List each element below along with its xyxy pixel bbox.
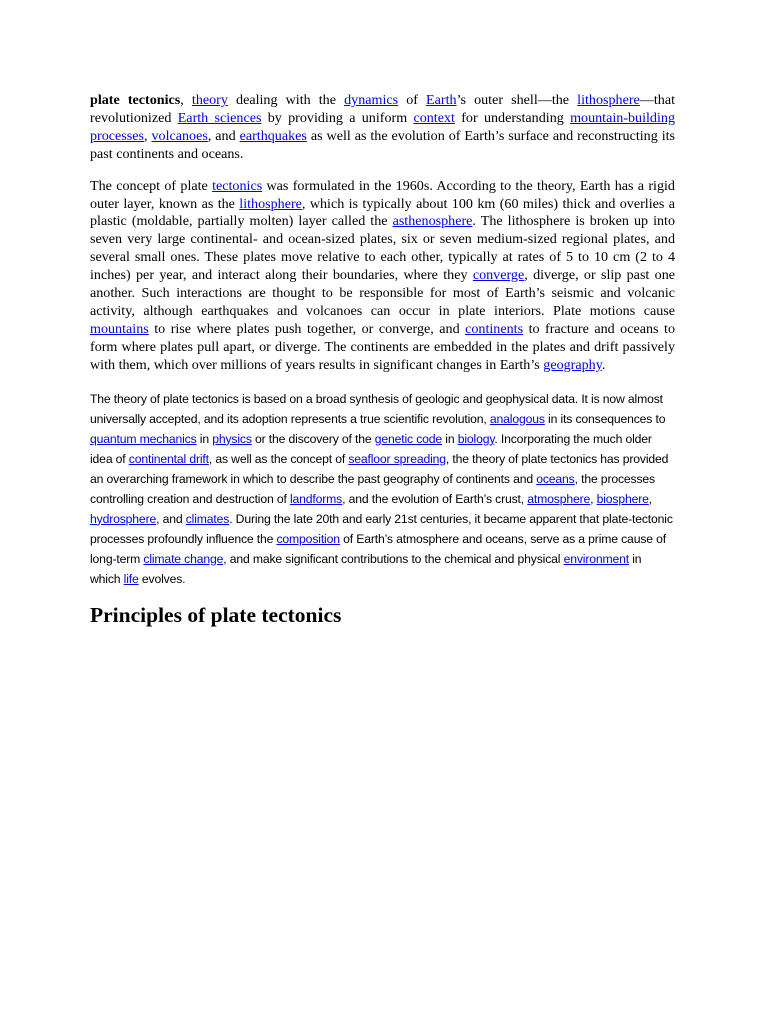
text-run: , and the evolution of Earth’s crust, xyxy=(342,491,528,506)
inline-link-biosphere[interactable]: biosphere xyxy=(596,491,649,506)
text-run: , xyxy=(180,92,192,108)
bold-term: plate tectonics xyxy=(90,92,181,108)
inline-link-continental-drift[interactable]: continental drift xyxy=(128,451,209,466)
text-run: , and make significant contributions to the chemical and physical xyxy=(223,551,564,566)
inline-link-tectonics[interactable]: tectonics xyxy=(212,177,263,194)
text-run: as well as the evolution of Earth’s surface and reconstructing its past continents and oceans. xyxy=(90,127,676,162)
text-run: ’s outer shell—the xyxy=(456,92,578,108)
inline-link-mountains[interactable]: mountains xyxy=(90,320,149,337)
inline-link-climate-change[interactable]: climate change xyxy=(143,551,224,566)
text-run: . xyxy=(601,356,606,373)
inline-link-oceans[interactable]: oceans xyxy=(536,471,575,486)
inline-link-quantum-mechanics[interactable]: quantum mechanics xyxy=(90,431,197,446)
inline-link-earth-sciences[interactable]: Earth sciences xyxy=(177,109,262,126)
text-run: was formulated in the 1960s. According to the theory, Earth has a rigid outer layer, known as the xyxy=(90,177,675,212)
inline-link-environment[interactable]: environment xyxy=(563,551,630,566)
text-run: in xyxy=(196,431,213,446)
text-run: , and xyxy=(207,127,240,144)
inline-link-earthquakes[interactable]: earthquakes xyxy=(239,127,307,144)
text-run: of xyxy=(398,92,427,108)
text-run: in xyxy=(442,431,458,446)
text-run: in its consequences to xyxy=(544,411,666,426)
intro-paragraph xyxy=(90,92,675,164)
text-run: , as well as the concept of xyxy=(208,451,349,466)
inline-link-composition[interactable]: composition xyxy=(276,531,340,546)
text-run: . Incorporating the much older idea of xyxy=(90,431,652,466)
inline-link-seafloor-spreading[interactable]: seafloor spreading xyxy=(348,451,446,466)
text-run: , diverge, or slip past one another. Such interactions are thought to be responsible for most of Earth’s seismic and volcanic activity, although earthquakes and volcanoes can occur in plate interiors. Plate motions cause xyxy=(90,267,676,319)
inline-link-genetic-code[interactable]: genetic code xyxy=(374,431,443,446)
text-run: evolves. xyxy=(138,571,186,586)
text-run: to rise where plates push together, or converge, and xyxy=(148,320,466,337)
text-run: , and xyxy=(156,511,186,526)
text-run: of Earth’s atmosphere and oceans, serve as a prime cause of long-term xyxy=(90,531,666,566)
text-run: to fracture and oceans to form where plates pull apart, or diverge. The continents are embedded in the plates and drift passively with them, which over millions of years results in significant changes in Earth’s xyxy=(90,320,675,373)
inline-link-landforms[interactable]: landforms xyxy=(289,491,343,506)
text-run: dealing with the xyxy=(227,92,345,108)
text-run: , the processes controlling creation and destruction of xyxy=(90,471,656,506)
text-run: —that revolutionized xyxy=(90,92,676,126)
theory-paragraph xyxy=(90,389,675,589)
inline-link-atmosphere[interactable]: atmosphere xyxy=(527,491,591,506)
inline-link-lithosphere[interactable]: lithosphere xyxy=(239,195,302,212)
document-body xyxy=(90,92,675,628)
text-run: The concept of plate xyxy=(90,177,213,194)
text-run: , xyxy=(144,127,152,144)
text-run: or the discovery of the xyxy=(251,431,375,446)
text-run: . During the late 20th and early 21st centuries, it became apparent that plate-tectonic processes profoundly influence the xyxy=(90,511,673,546)
inline-link-converge[interactable]: converge xyxy=(472,267,525,284)
inline-link-continents[interactable]: continents xyxy=(465,320,524,337)
inline-link-mountain-building-processes[interactable]: mountain-building processes xyxy=(90,109,675,144)
inline-link-climates[interactable]: climates xyxy=(185,511,230,526)
text-run: , which is typically about 100 km (60 miles) thick and overlies a plastic (moldable, partially molten) layer called the xyxy=(90,195,675,230)
concept-paragraph xyxy=(90,178,675,375)
text-run: by providing a uniform xyxy=(261,109,414,126)
inline-link-volcanoes[interactable]: volcanoes xyxy=(151,127,208,144)
text-run: , the theory of plate tectonics has provided an overarching framework in which to describe the past geography of continents and xyxy=(90,451,669,486)
text-run: for understanding xyxy=(454,109,571,126)
text-run: , xyxy=(590,491,597,506)
inline-link-analogous[interactable]: analogous xyxy=(489,411,545,426)
inline-link-earth[interactable]: Earth xyxy=(426,92,457,108)
inline-link-life[interactable]: life xyxy=(123,571,139,586)
inline-link-dynamics[interactable]: dynamics xyxy=(344,92,399,108)
inline-link-asthenosphere[interactable]: asthenosphere xyxy=(392,213,473,230)
section-heading: Principles of plate tectonics xyxy=(90,602,342,627)
inline-link-physics[interactable]: physics xyxy=(212,431,252,446)
text-run: The theory of plate tectonics is based on a broad synthesis of geologic and geophysical data. It is now almost universally accepted, and its adoption represents a true scientific revolution, xyxy=(90,391,663,426)
text-run: , xyxy=(648,491,653,506)
text-run: . The lithosphere is broken up into seven very large continental- and ocean-sized plates, six or seven medium-sized regional plates, and several small ones. These plates move relative to each other, typically at rates of 5 to 10 cm (2 to 4 inches) per year, and interact along their boundaries, where they xyxy=(90,213,675,284)
inline-link-context[interactable]: context xyxy=(413,109,455,126)
inline-link-theory[interactable]: theory xyxy=(191,92,228,108)
inline-link-hydrosphere[interactable]: hydrosphere xyxy=(90,511,157,526)
inline-link-lithosphere[interactable]: lithosphere xyxy=(577,92,640,108)
inline-link-geography[interactable]: geography xyxy=(543,356,602,373)
text-run: in which xyxy=(90,551,642,586)
inline-link-biology[interactable]: biology xyxy=(457,431,495,446)
